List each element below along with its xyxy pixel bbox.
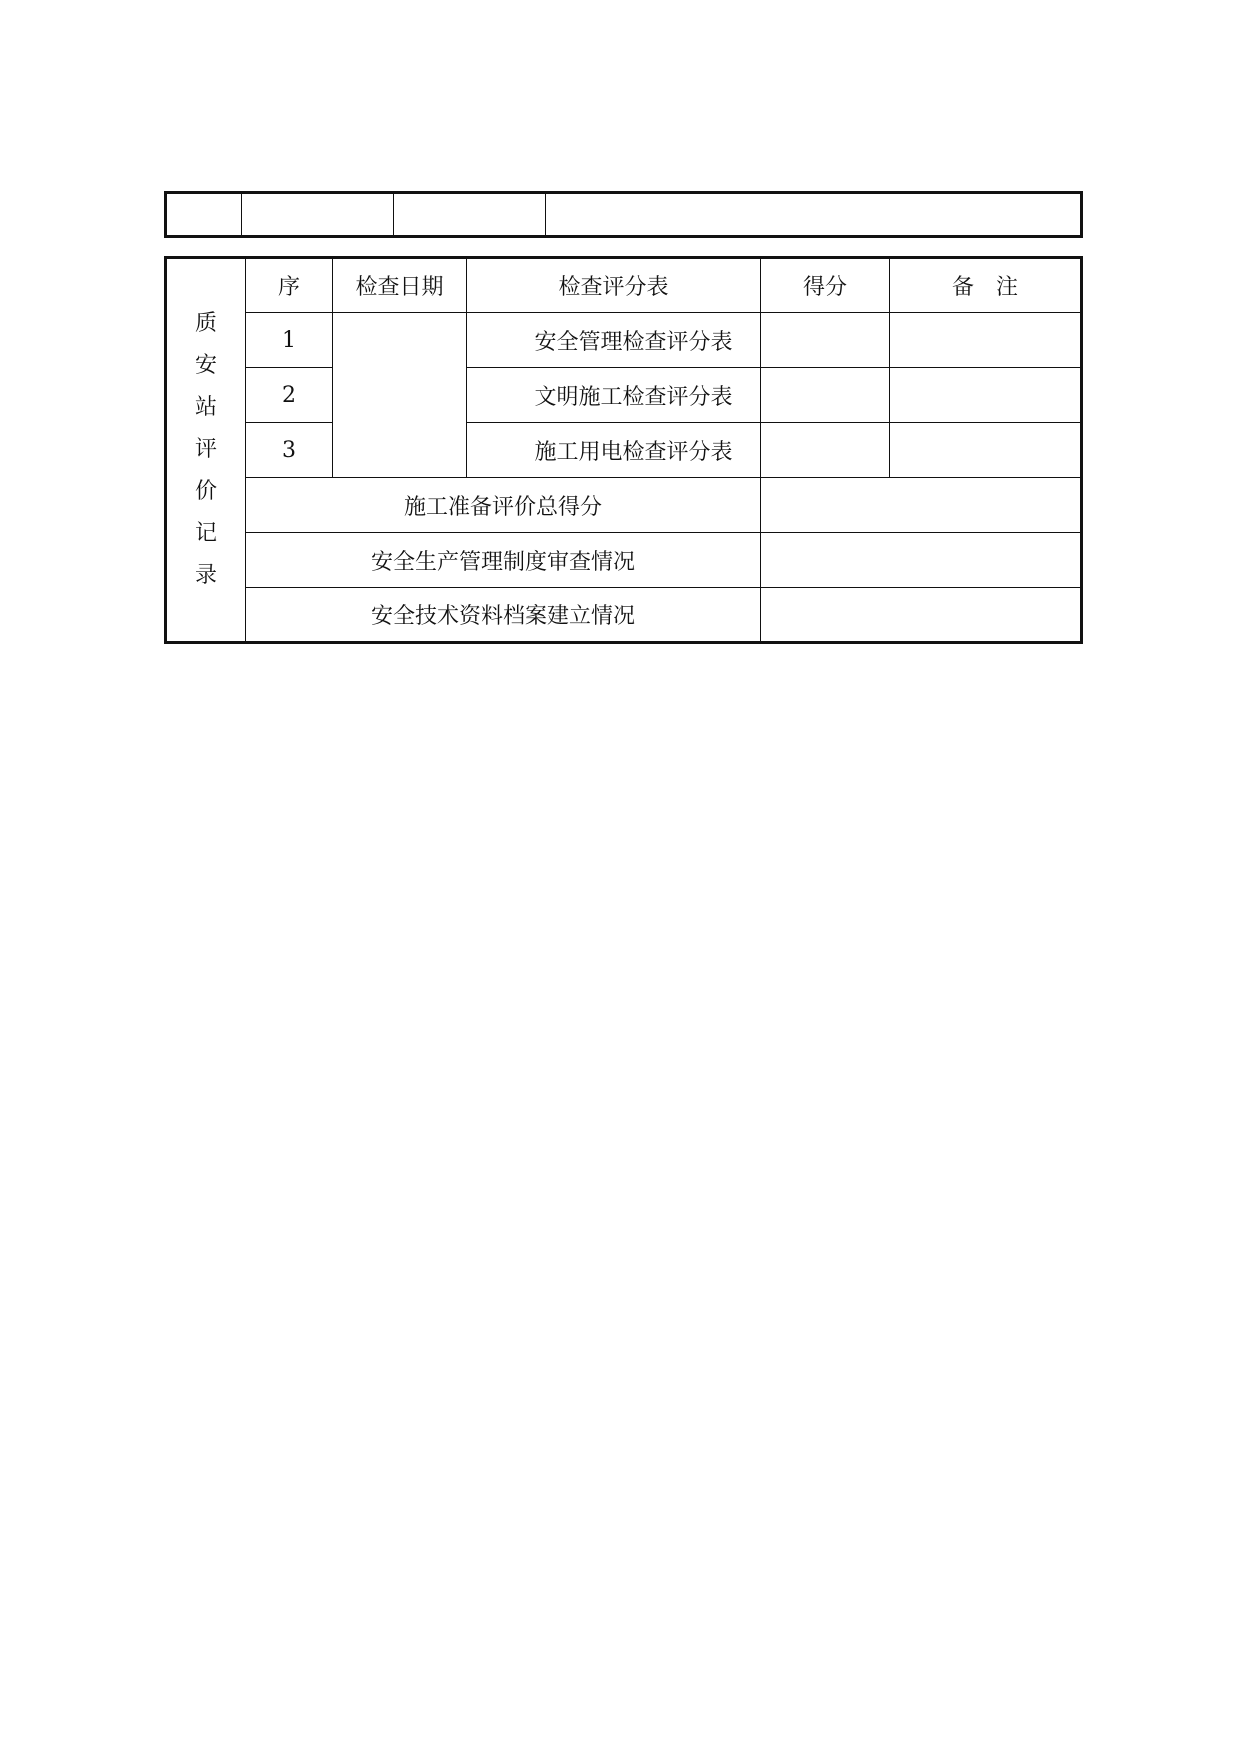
row-score-sheet: 施工用电检查评分表 [467, 423, 761, 478]
header-cell-4 [546, 193, 1082, 237]
header-info-table [164, 191, 1083, 238]
row-score-sheet: 文明施工检查评分表 [467, 368, 761, 423]
row-score-sheet: 安全管理检查评分表 [467, 313, 761, 368]
side-label-char: 质 [194, 311, 217, 336]
summary-value-tech-archive [761, 588, 1082, 643]
side-label-char: 站 [194, 395, 217, 420]
summary-label-total-score: 施工准备评价总得分 [246, 478, 761, 533]
side-label-quality-safety-record [166, 258, 246, 643]
row-score [761, 313, 890, 368]
row-score [761, 368, 890, 423]
table-row [166, 313, 1082, 368]
column-header-seq: 序 [246, 258, 333, 313]
column-header-score: 得分 [761, 258, 890, 313]
evaluation-record-table [164, 256, 1083, 644]
summary-label-management-review: 安全生产管理制度审查情况 [246, 533, 761, 588]
header-cell-3 [394, 193, 546, 237]
side-label-char: 录 [194, 563, 217, 588]
side-label-char: 安 [194, 353, 217, 378]
column-header-check-date: 检查日期 [333, 258, 467, 313]
header-cell-2 [242, 193, 394, 237]
summary-value-management-review [761, 533, 1082, 588]
row-remark [890, 368, 1082, 423]
header-cell-1 [166, 193, 242, 237]
row-remark [890, 313, 1082, 368]
summary-row [166, 478, 1082, 533]
table-row [166, 423, 1082, 478]
summary-row [166, 588, 1082, 643]
side-label-char: 评 [194, 437, 217, 462]
row-seq: 3 [246, 423, 333, 478]
column-header-score-sheet: 检查评分表 [467, 258, 761, 313]
row-seq: 1 [246, 313, 333, 368]
side-label-char: 记 [194, 521, 217, 546]
summary-label-tech-archive: 安全技术资料档案建立情况 [246, 588, 761, 643]
summary-value-total-score [761, 478, 1082, 533]
column-header-remark: 备 注 [890, 258, 1082, 313]
row-seq: 2 [246, 368, 333, 423]
table-row [166, 368, 1082, 423]
row-remark [890, 423, 1082, 478]
side-label-char: 价 [194, 479, 217, 504]
check-date-cell [333, 313, 467, 478]
summary-row [166, 533, 1082, 588]
row-score [761, 423, 890, 478]
